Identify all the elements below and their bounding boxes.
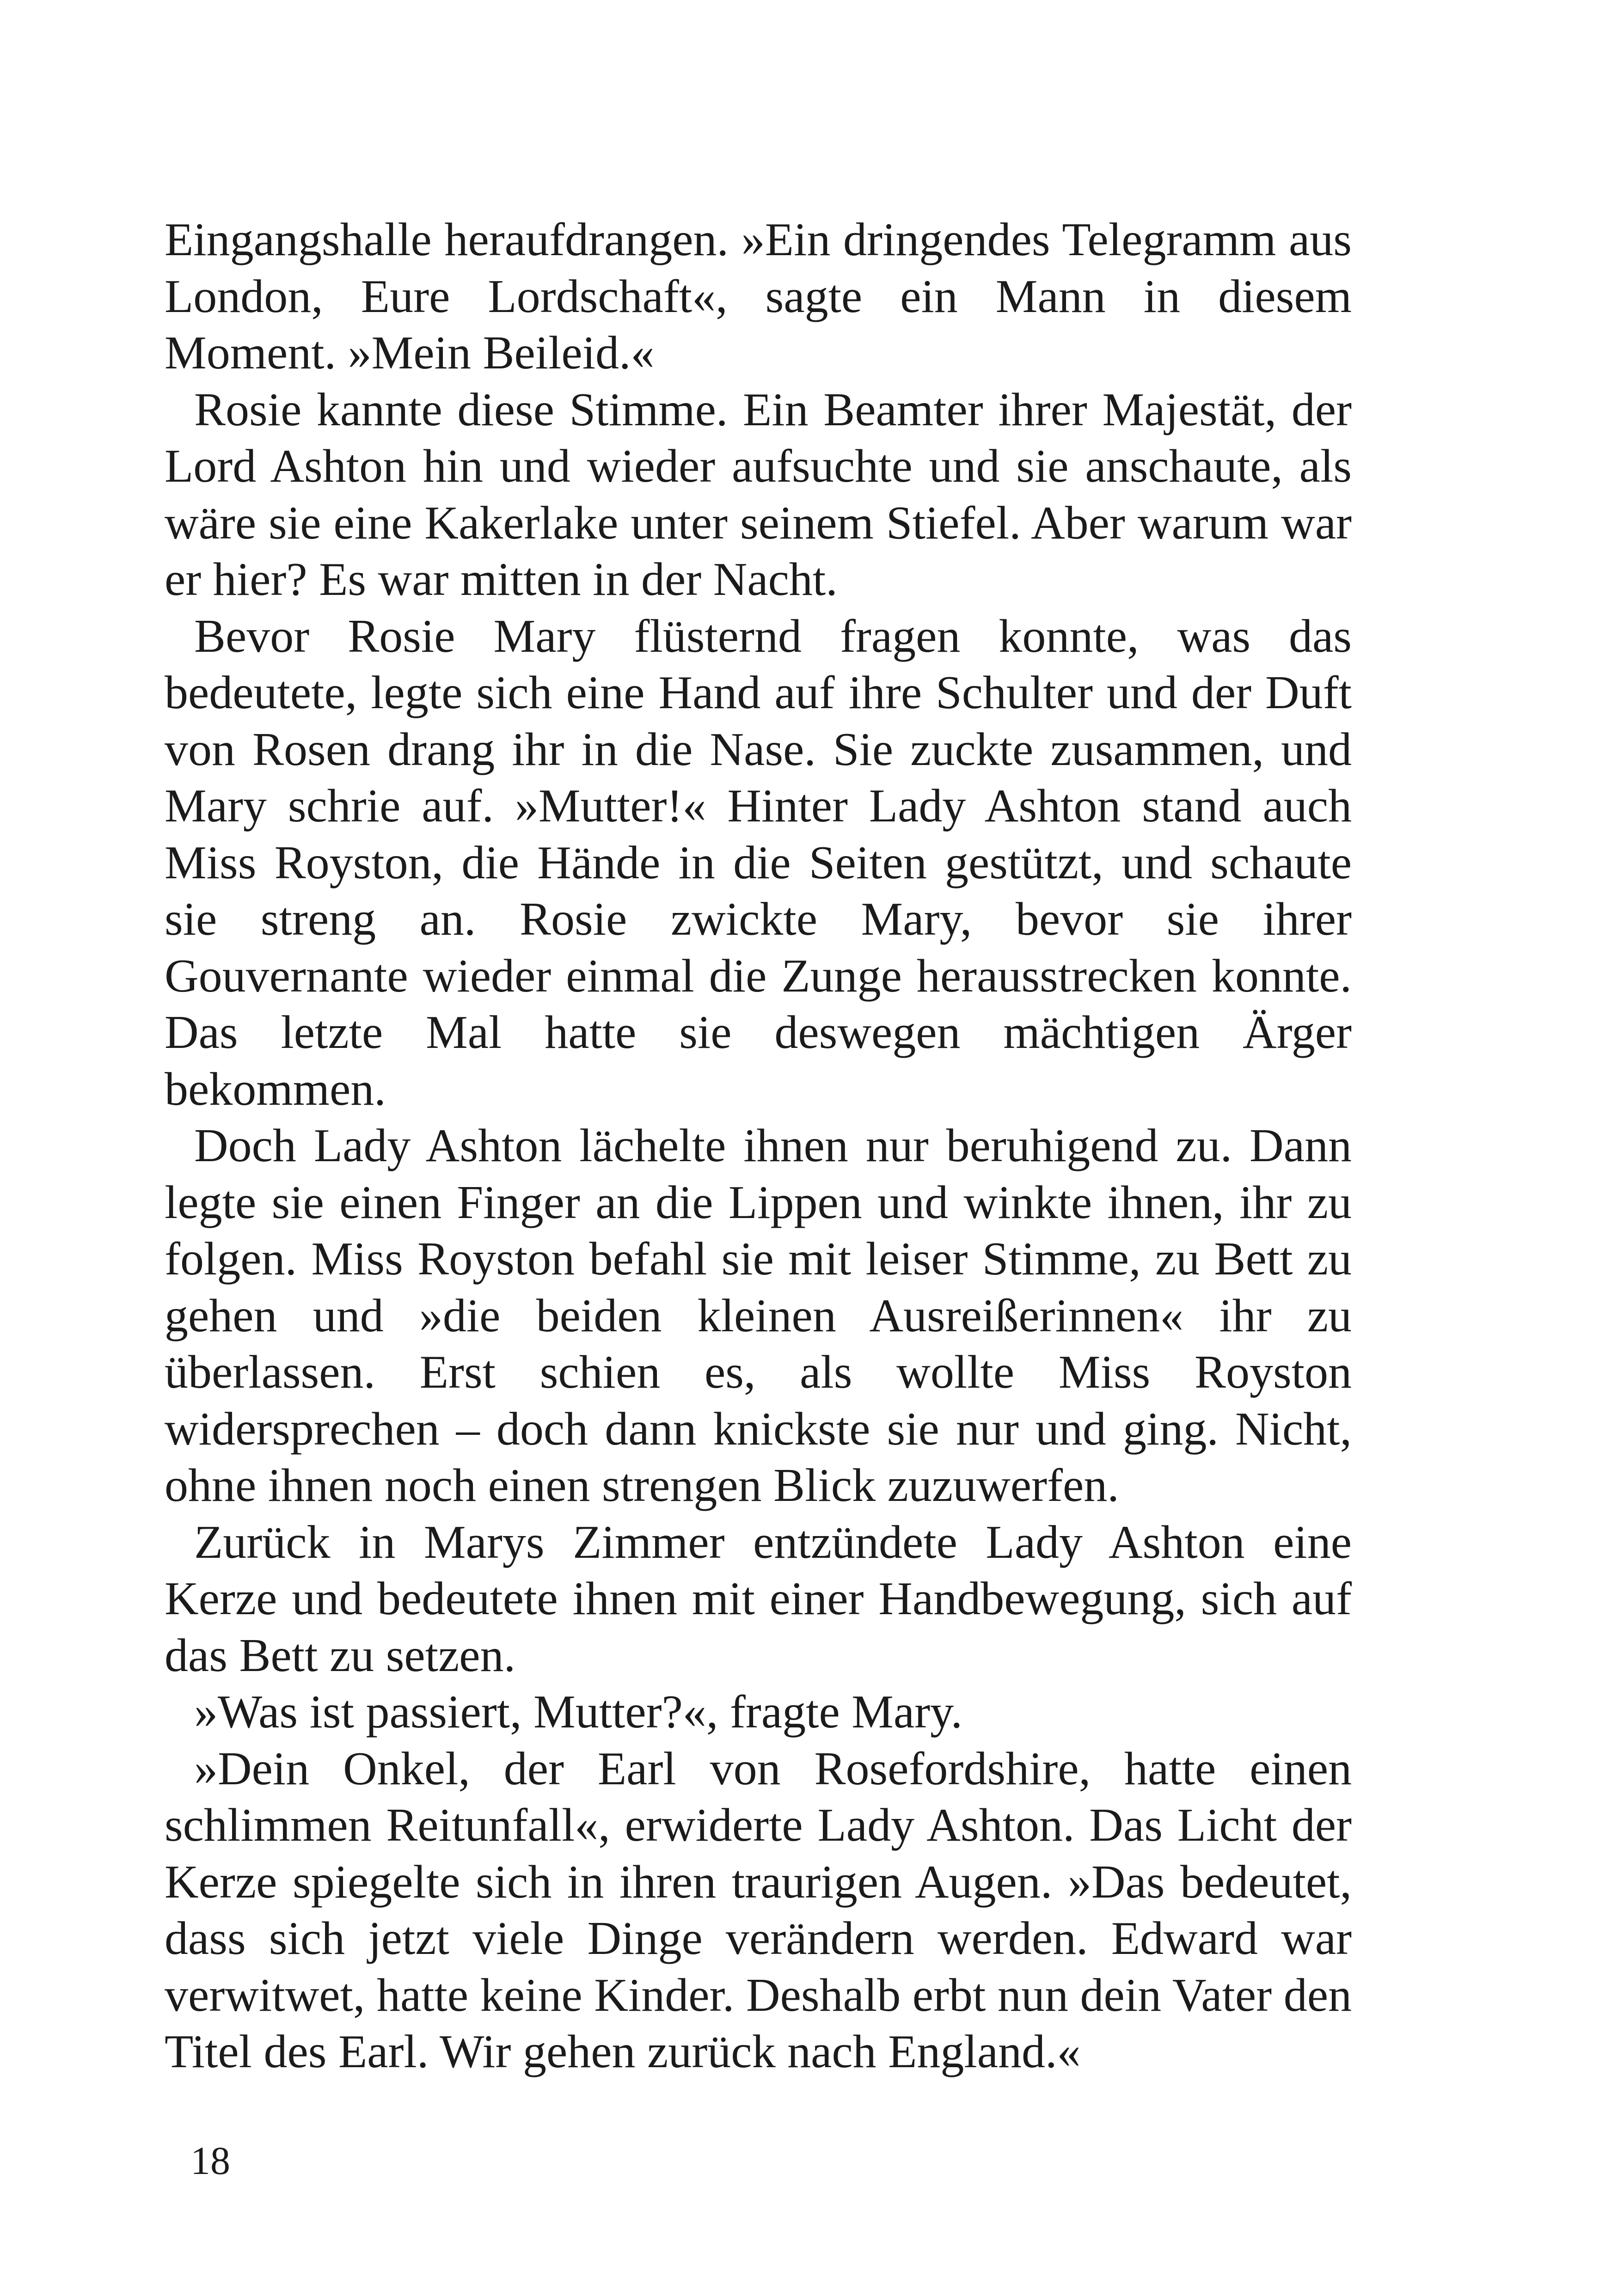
paragraph: Bevor Rosie Mary flüsternd fragen konnte, was das bedeutete, legte sich eine Hand auf ihre Schulter und der Duft von Rosen drang ihr in die Nase. Sie zuckte zusammen, und Mary schrie auf. »Mutter!« Hinter Lady Ashton stand auch Miss Royston, die Hände in die Seiten gestützt, und schaute sie streng an. Rosie zwickte Mary, bevor sie ihrer Gouvernante wieder einmal die Zunge herausstrecken konnte. Das letzte Mal hatte sie deswegen mächtigen Ärger bekommen. xyxy=(165,610,1352,1115)
page-number: 18 xyxy=(190,2138,230,2183)
paragraph: Rosie kannte diese Stimme. Ein Beamter ihrer Majestät, der Lord Ashton hin und wieder aufsuchte und sie anschaute, als wäre sie eine Kakerlake unter seinem Stiefel. Aber warum war er hier? Es war mitten in der Nacht. xyxy=(165,383,1352,606)
paragraph: »Dein Onkel, der Earl von Rosefordshire, hatte einen schlimmen Reitunfall«, erwiderte Lady Ashton. Das Licht der Kerze spiegelte sich in ihren traurigen Augen. »Das bedeutet, dass sich jetzt viele Dinge verändern werden. Edward war verwitwet, hatte keine Kinder. Deshalb erbt nun dein Vater den Titel des Earl. Wir gehen zurück nach England.« xyxy=(165,1742,1352,2078)
paragraph: Eingangshalle heraufdrangen. »Ein dringendes Telegramm aus London, Eure Lordschaft«, sagte ein Mann in diesem Moment. »Mein Beileid.« xyxy=(165,214,1352,379)
paragraph: Doch Lady Ashton lächelte ihnen nur beruhigend zu. Dann legte sie einen Finger an die Lippen und winkte ihnen, ihr zu folgen. Miss Royston befahl sie mit leiser Stimme, zu Bett zu gehen und »die beiden kleinen Ausreißerinnen« ihr zu überlassen. Erst schien es, als wollte Miss Royston widersprechen – doch dann knickste sie nur und ging. Nicht, ohne ihnen noch einen strengen Blick zuzuwerfen. xyxy=(165,1120,1352,1512)
paragraph: »Was ist passiert, Mutter?«, fragte Mary. xyxy=(194,1686,963,1738)
body-text xyxy=(165,212,1352,2081)
paragraph: Zurück in Marys Zimmer entzündete Lady Ashton eine Kerze und bedeutete ihnen mit einer Handbewegung, sich auf das Bett zu setzen. xyxy=(165,1516,1352,1682)
